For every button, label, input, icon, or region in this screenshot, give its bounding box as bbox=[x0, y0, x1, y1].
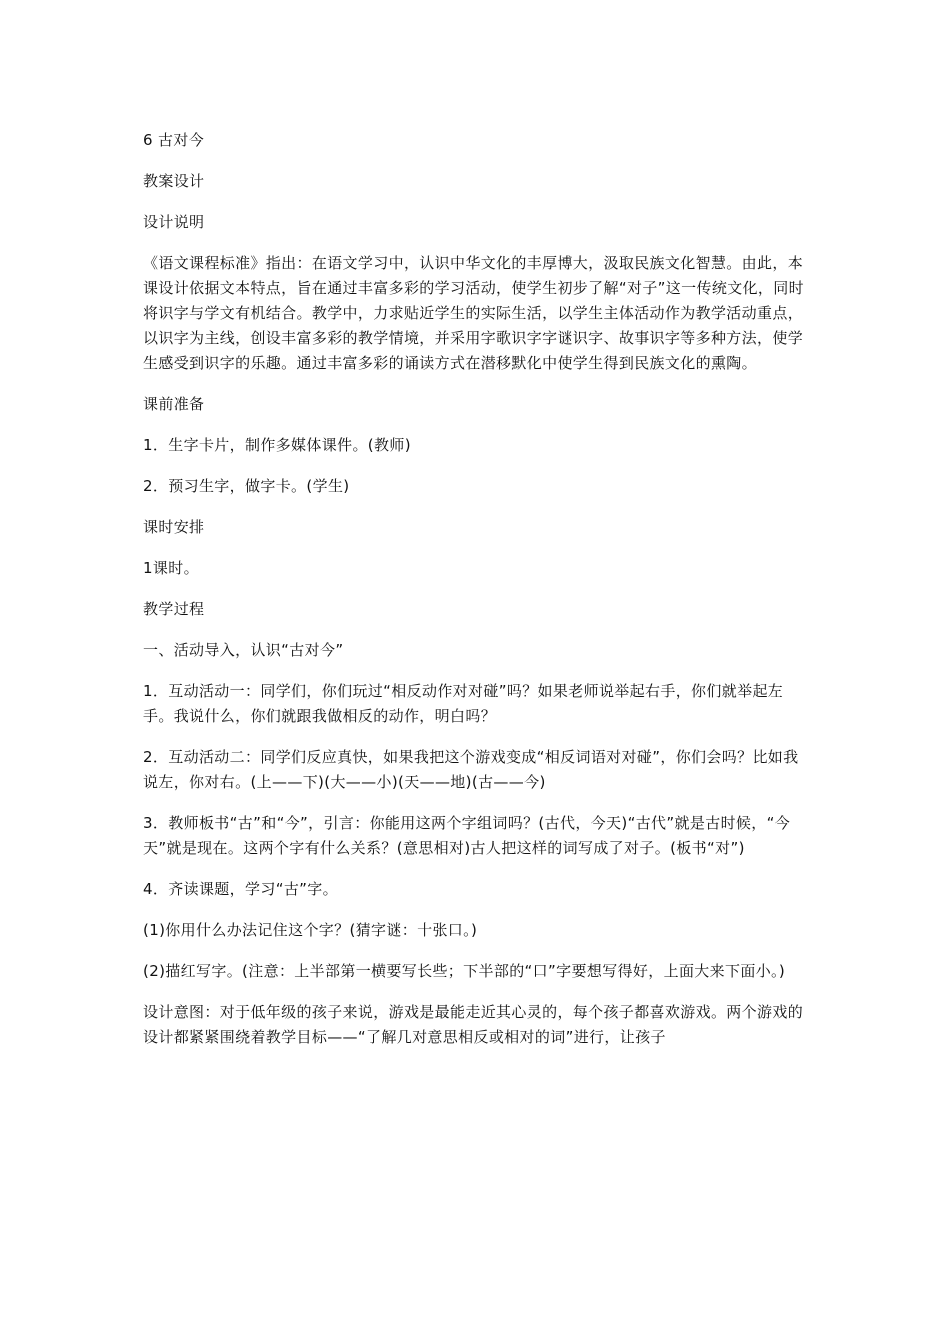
list-item: 4．齐读课题，学习“古”字。 bbox=[143, 880, 338, 898]
section-heading: 教学过程 bbox=[143, 600, 205, 618]
section-heading: 课时安排 bbox=[143, 518, 205, 536]
list-item: 1．互动活动一：同学们，你们玩过“相反动作对对碰”吗？如果老师说举起右手，你们就举起左手。我说什么，你们就跟我做相反的动作，明白吗？ bbox=[143, 682, 784, 725]
design-intent-paragraph: 设计意图：对于低年级的孩子来说，游戏是最能走近其心灵的，每个孩子都喜欢游戏。两个游戏的设计都紧紧围绕着教学目标——“了解几对意思相反或相对的词”进行，让孩子 bbox=[143, 1003, 804, 1046]
sub-list-item: (1)你用什么办法记住这个字？(猜字谜：十张口。) bbox=[143, 921, 478, 939]
list-item: 1．生字卡片，制作多媒体课件。(教师) bbox=[143, 436, 411, 454]
list-item: 2．互动活动二：同学们反应真快，如果我把这个游戏变成“相反词语对对碰”，你们会吗？比如我说左，你对右。(上——下)(大——小)(天——地)(古——今) bbox=[143, 748, 799, 791]
body-paragraph: 1课时。 bbox=[143, 559, 199, 577]
list-item: 2．预习生字，做字卡。(学生) bbox=[143, 477, 350, 495]
sub-list-item: (2)描红写字。(注意：上半部第一横要写长些；下半部的“口”字要想写得好，上面大来下面小。) bbox=[143, 962, 786, 980]
section-heading: 教案设计 bbox=[143, 172, 205, 190]
subsection-heading: 一、活动导入，认识“古对今” bbox=[143, 641, 344, 659]
section-heading: 课前准备 bbox=[143, 395, 205, 413]
document-body bbox=[143, 128, 807, 1066]
lesson-title: 6 古对今 bbox=[143, 131, 205, 149]
list-item: 3．教师板书“古”和“今”，引言：你能用这两个字组词吗？(古代，今天)“古代”就是古时候，“今天”就是现在。这两个字有什么关系？(意思相对)古人把这样的词写成了对子。(板书“对”) bbox=[143, 814, 791, 857]
body-paragraph: 《语文课程标准》指出：在语文学习中，认识中华文化的丰厚博大，汲取民族文化智慧。由此，本课设计依据文本特点，旨在通过丰富多彩的学习活动，使学生初步了解“对子”这一传统文化，同时将识字与学文有机结合。教学中，力求贴近学生的实际生活，以学生主体活动作为教学活动重点，以识字为主线，创设丰富多彩的教学情境，并采用字歌识字字谜识字、故事识字等多种方法，使学生感受到识字的乐趣。通过丰富多彩的诵读方式在潜移默化中使学生得到民族文化的熏陶。 bbox=[143, 254, 804, 372]
section-heading: 设计说明 bbox=[143, 213, 205, 231]
